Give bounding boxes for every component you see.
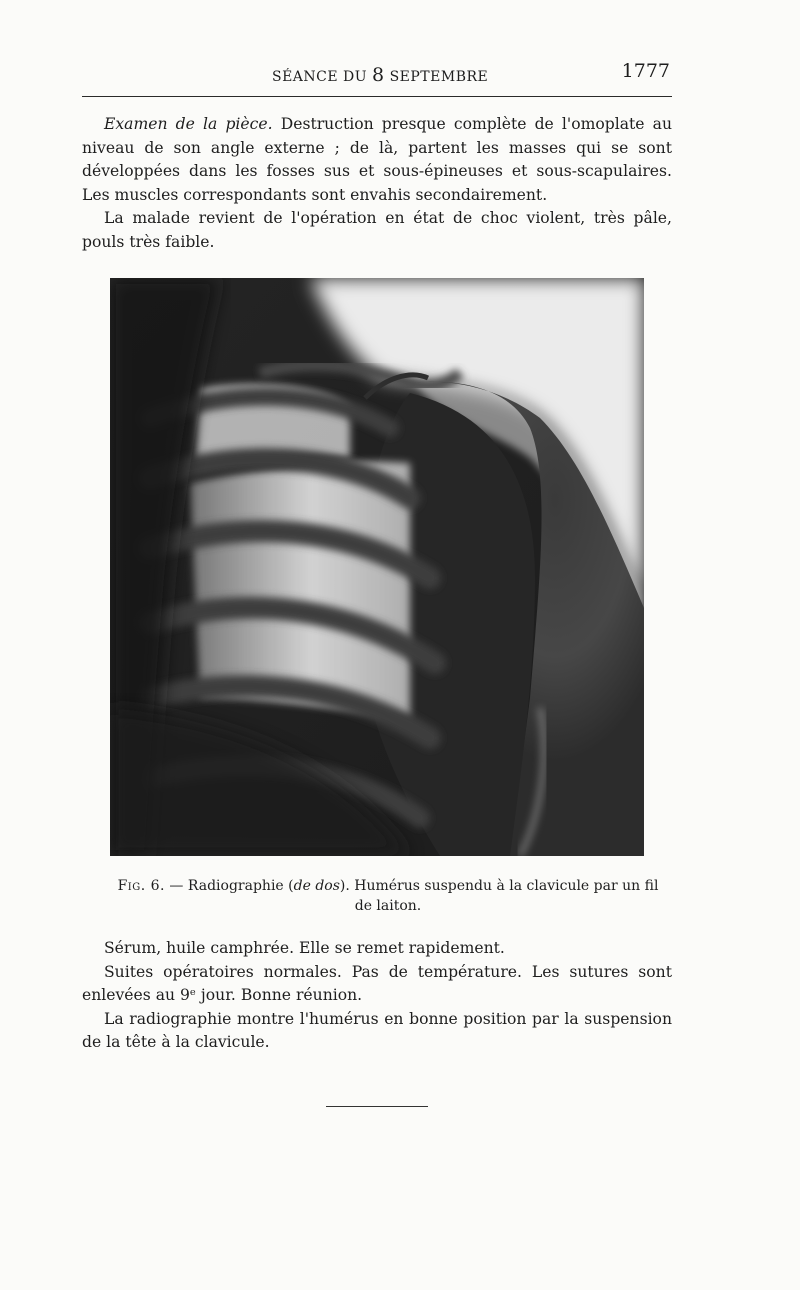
figure-caption	[110, 876, 666, 916]
running-title-prefix: SÉANCE DU	[272, 69, 373, 85]
header-rule	[82, 96, 672, 97]
caption-dash: —	[164, 878, 188, 894]
paragraph-specimen-exam	[82, 113, 672, 207]
caption-text-start: Radiographie (	[187, 878, 294, 894]
paragraph-post-op: La malade revient de l'opération en état de choc violent, très pâle, pouls très faible.	[82, 209, 672, 251]
paragraph-treatment: Sérum, huile camphrée. Elle se remet rapidement.	[104, 939, 505, 957]
running-title-day: 8	[372, 64, 385, 86]
running-head	[82, 58, 672, 88]
text-block-top	[82, 113, 672, 254]
radiograph-figure	[110, 278, 644, 856]
caption-text-end: ). Humérus suspendu à la clavicule par un fil de laiton.	[339, 878, 659, 914]
running-title	[272, 64, 488, 86]
section-end-rule	[326, 1106, 428, 1107]
paragraph-lead-italic: Examen de la pièce.	[104, 115, 273, 133]
running-title-month: SEPTEMBRE	[384, 69, 489, 85]
figure-label: Fig. 6.	[117, 878, 165, 894]
paragraph-body: Destruction presque complète de l'omoplate au niveau de son angle externe ; de là, partent les masses qui se sont développées dans les fosses sus et sous-épineuses et sous-scapulaires. Les muscles correspondants sont envahis secondairement.	[82, 115, 673, 204]
paragraph-conclusion: La radiographie montre l'humérus en bonne position par la suspension de la tête à la clavicule.	[82, 1009, 672, 1051]
caption-italic: de dos	[293, 878, 340, 894]
paragraph-recovery: Suites opératoires normales. Pas de température. Les sutures sont enlevées au 9ᵉ jour. Bonne réunion.	[82, 962, 672, 1004]
page-number: 1777	[621, 60, 670, 82]
radiograph-image	[110, 278, 644, 856]
text-block-bottom	[82, 937, 672, 1055]
